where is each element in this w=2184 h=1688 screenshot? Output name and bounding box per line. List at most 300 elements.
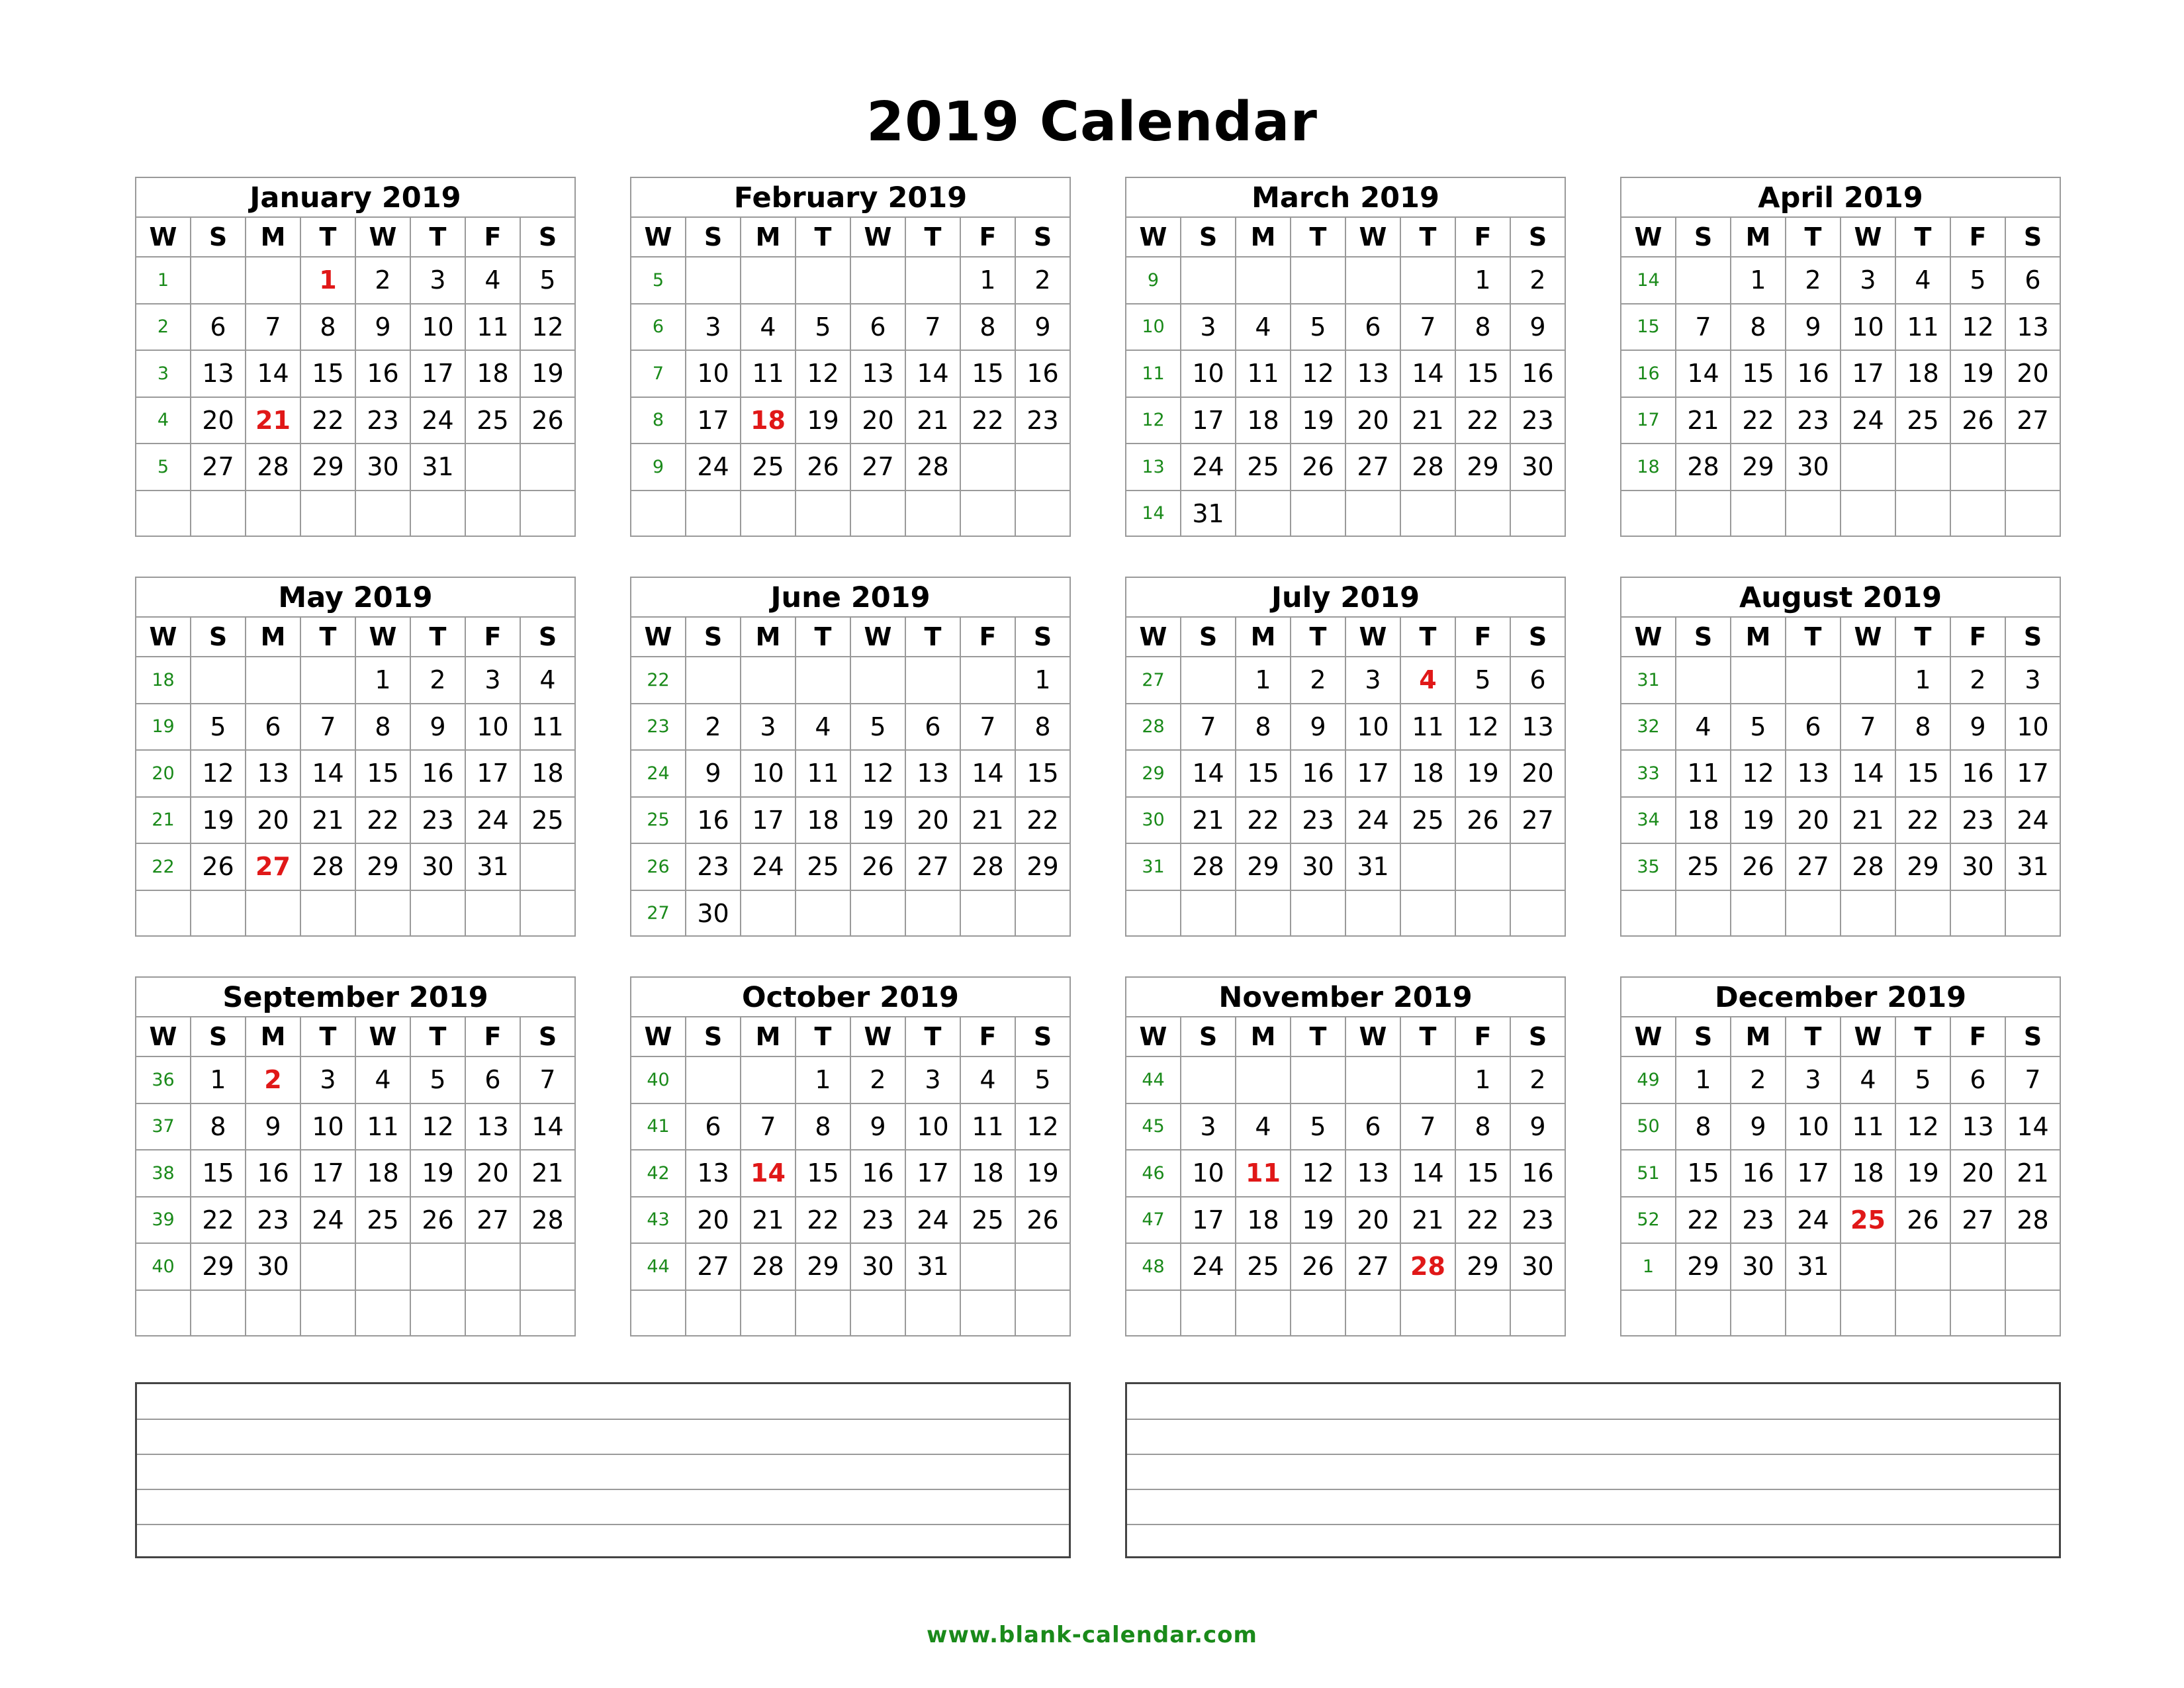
- day-cell[interactable]: 12: [1015, 1104, 1069, 1150]
- day-cell[interactable]: 6: [1510, 657, 1565, 703]
- day-cell[interactable]: 5: [850, 704, 905, 750]
- day-cell[interactable]: 21: [520, 1150, 574, 1196]
- day-cell[interactable]: 18: [740, 398, 795, 444]
- day-cell[interactable]: 20: [2005, 351, 2060, 397]
- day-cell[interactable]: 23: [850, 1197, 905, 1243]
- day-cell[interactable]: 19: [410, 1150, 465, 1196]
- day-cell[interactable]: 3: [740, 704, 795, 750]
- day-cell[interactable]: 13: [850, 351, 905, 397]
- day-cell[interactable]: 4: [355, 1057, 410, 1103]
- empty-day-cell[interactable]: [1840, 657, 1895, 703]
- day-cell[interactable]: 6: [465, 1057, 520, 1103]
- empty-day-cell[interactable]: [410, 1291, 465, 1336]
- day-cell[interactable]: 7: [520, 1057, 574, 1103]
- empty-day-cell[interactable]: [1290, 891, 1345, 937]
- empty-day-cell[interactable]: [1510, 891, 1565, 937]
- empty-day-cell[interactable]: [465, 1291, 520, 1336]
- day-cell[interactable]: 23: [355, 398, 410, 444]
- day-cell[interactable]: 16: [1015, 351, 1069, 397]
- day-cell[interactable]: 27: [1345, 1244, 1400, 1289]
- empty-day-cell[interactable]: [850, 891, 905, 937]
- day-cell[interactable]: 19: [1895, 1150, 1950, 1196]
- empty-day-cell[interactable]: [1180, 1057, 1235, 1103]
- empty-day-cell[interactable]: [1345, 1291, 1400, 1336]
- day-cell[interactable]: 1: [1730, 258, 1785, 303]
- day-cell[interactable]: 21: [1400, 398, 1455, 444]
- day-cell[interactable]: 23: [1015, 398, 1069, 444]
- day-cell[interactable]: 2: [1510, 258, 1565, 303]
- empty-day-cell[interactable]: [1345, 891, 1400, 937]
- day-cell[interactable]: 14: [740, 1150, 795, 1196]
- day-cell[interactable]: 24: [1180, 444, 1235, 490]
- day-cell[interactable]: 16: [850, 1150, 905, 1196]
- empty-day-cell[interactable]: [1015, 1244, 1069, 1289]
- day-cell[interactable]: 16: [1290, 751, 1345, 796]
- day-cell[interactable]: 10: [740, 751, 795, 796]
- day-cell[interactable]: 19: [1455, 751, 1510, 796]
- day-cell[interactable]: 17: [410, 351, 465, 397]
- day-cell[interactable]: 23: [1510, 1197, 1565, 1243]
- empty-day-cell[interactable]: [1675, 657, 1730, 703]
- day-cell[interactable]: 14: [905, 351, 960, 397]
- day-cell[interactable]: 28: [300, 844, 355, 890]
- day-cell[interactable]: 15: [355, 751, 410, 796]
- day-cell[interactable]: 16: [1785, 351, 1840, 397]
- day-cell[interactable]: 30: [685, 891, 740, 937]
- empty-day-cell[interactable]: [465, 444, 520, 490]
- empty-day-cell[interactable]: [245, 491, 300, 537]
- day-cell[interactable]: 7: [1400, 305, 1455, 350]
- day-cell[interactable]: 11: [1235, 351, 1290, 397]
- day-cell[interactable]: 2: [410, 657, 465, 703]
- day-cell[interactable]: 15: [1015, 751, 1069, 796]
- empty-day-cell[interactable]: [245, 657, 300, 703]
- empty-day-cell[interactable]: [1895, 444, 1950, 490]
- day-cell[interactable]: 3: [1180, 305, 1235, 350]
- day-cell[interactable]: 22: [300, 398, 355, 444]
- day-cell[interactable]: 23: [1290, 798, 1345, 843]
- day-cell[interactable]: 14: [520, 1104, 574, 1150]
- day-cell[interactable]: 22: [1455, 1197, 1510, 1243]
- day-cell[interactable]: 4: [465, 258, 520, 303]
- day-cell[interactable]: 2: [850, 1057, 905, 1103]
- empty-day-cell[interactable]: [1180, 258, 1235, 303]
- day-cell[interactable]: 24: [685, 444, 740, 490]
- day-cell[interactable]: 16: [410, 751, 465, 796]
- day-cell[interactable]: 21: [2005, 1150, 2060, 1196]
- empty-day-cell[interactable]: [1290, 1057, 1345, 1103]
- day-cell[interactable]: 19: [1730, 798, 1785, 843]
- empty-day-cell[interactable]: [1675, 891, 1730, 937]
- day-cell[interactable]: 21: [905, 398, 960, 444]
- day-cell[interactable]: 5: [1950, 258, 2005, 303]
- empty-day-cell[interactable]: [520, 891, 574, 937]
- day-cell[interactable]: 17: [300, 1150, 355, 1196]
- day-cell[interactable]: 3: [905, 1057, 960, 1103]
- day-cell[interactable]: 4: [520, 657, 574, 703]
- day-cell[interactable]: 1: [960, 258, 1015, 303]
- day-cell[interactable]: 15: [1730, 351, 1785, 397]
- empty-day-cell[interactable]: [520, 444, 574, 490]
- day-cell[interactable]: 2: [1730, 1057, 1785, 1103]
- day-cell[interactable]: 17: [1180, 1197, 1235, 1243]
- day-cell[interactable]: 21: [960, 798, 1015, 843]
- day-cell[interactable]: 25: [1675, 844, 1730, 890]
- day-cell[interactable]: 31: [1785, 1244, 1840, 1289]
- empty-day-cell[interactable]: [740, 891, 795, 937]
- day-cell[interactable]: 14: [1675, 351, 1730, 397]
- day-cell[interactable]: 27: [1785, 844, 1840, 890]
- day-cell[interactable]: 8: [1015, 704, 1069, 750]
- day-cell[interactable]: 30: [1510, 1244, 1565, 1289]
- day-cell[interactable]: 18: [465, 351, 520, 397]
- day-cell[interactable]: 31: [465, 844, 520, 890]
- day-cell[interactable]: 9: [685, 751, 740, 796]
- empty-day-cell[interactable]: [1895, 1244, 1950, 1289]
- day-cell[interactable]: 26: [1455, 798, 1510, 843]
- empty-day-cell[interactable]: [1180, 1291, 1235, 1336]
- empty-day-cell[interactable]: [465, 491, 520, 537]
- day-cell[interactable]: 7: [1675, 305, 1730, 350]
- empty-day-cell[interactable]: [355, 891, 410, 937]
- notes-box-right[interactable]: [1125, 1382, 2061, 1558]
- day-cell[interactable]: 2: [355, 258, 410, 303]
- empty-day-cell[interactable]: [1345, 491, 1400, 537]
- day-cell[interactable]: 17: [465, 751, 520, 796]
- day-cell[interactable]: 1: [1895, 657, 1950, 703]
- day-cell[interactable]: 3: [1345, 657, 1400, 703]
- empty-day-cell[interactable]: [740, 258, 795, 303]
- day-cell[interactable]: 1: [1235, 657, 1290, 703]
- day-cell[interactable]: 15: [1455, 1150, 1510, 1196]
- empty-day-cell[interactable]: [1730, 891, 1785, 937]
- day-cell[interactable]: 10: [1785, 1104, 1840, 1150]
- empty-day-cell[interactable]: [1950, 491, 2005, 537]
- day-cell[interactable]: 19: [795, 398, 850, 444]
- empty-day-cell[interactable]: [850, 1291, 905, 1336]
- empty-day-cell[interactable]: [1785, 891, 1840, 937]
- day-cell[interactable]: 19: [1290, 398, 1345, 444]
- day-cell[interactable]: 4: [1235, 1104, 1290, 1150]
- day-cell[interactable]: 23: [1950, 798, 2005, 843]
- day-cell[interactable]: 30: [1950, 844, 2005, 890]
- day-cell[interactable]: 18: [795, 798, 850, 843]
- empty-day-cell[interactable]: [1015, 1291, 1069, 1336]
- day-cell[interactable]: 5: [1455, 657, 1510, 703]
- day-cell[interactable]: 11: [520, 704, 574, 750]
- day-cell[interactable]: 14: [1400, 1150, 1455, 1196]
- empty-day-cell[interactable]: [1235, 1057, 1290, 1103]
- empty-day-cell[interactable]: [1235, 258, 1290, 303]
- day-cell[interactable]: 11: [465, 305, 520, 350]
- day-cell[interactable]: 26: [520, 398, 574, 444]
- day-cell[interactable]: 18: [1235, 1197, 1290, 1243]
- day-cell[interactable]: 12: [1290, 351, 1345, 397]
- day-cell[interactable]: 5: [520, 258, 574, 303]
- day-cell[interactable]: 19: [1015, 1150, 1069, 1196]
- day-cell[interactable]: 24: [740, 844, 795, 890]
- day-cell[interactable]: 3: [465, 657, 520, 703]
- day-cell[interactable]: 11: [1840, 1104, 1895, 1150]
- day-cell[interactable]: 2: [1510, 1057, 1565, 1103]
- empty-day-cell[interactable]: [2005, 1244, 2060, 1289]
- empty-day-cell[interactable]: [300, 891, 355, 937]
- day-cell[interactable]: 21: [300, 798, 355, 843]
- day-cell[interactable]: 11: [795, 751, 850, 796]
- empty-day-cell[interactable]: [1400, 1291, 1455, 1336]
- empty-day-cell[interactable]: [1840, 1244, 1895, 1289]
- day-cell[interactable]: 12: [520, 305, 574, 350]
- empty-day-cell[interactable]: [1290, 258, 1345, 303]
- empty-day-cell[interactable]: [795, 1291, 850, 1336]
- empty-day-cell[interactable]: [1015, 891, 1069, 937]
- empty-day-cell[interactable]: [960, 1244, 1015, 1289]
- day-cell[interactable]: 4: [960, 1057, 1015, 1103]
- day-cell[interactable]: 14: [1180, 751, 1235, 796]
- empty-day-cell[interactable]: [190, 258, 245, 303]
- empty-day-cell[interactable]: [245, 258, 300, 303]
- empty-day-cell[interactable]: [1730, 491, 1785, 537]
- day-cell[interactable]: 26: [190, 844, 245, 890]
- day-cell[interactable]: 5: [190, 704, 245, 750]
- empty-day-cell[interactable]: [190, 891, 245, 937]
- empty-day-cell[interactable]: [905, 891, 960, 937]
- day-cell[interactable]: 26: [1895, 1197, 1950, 1243]
- day-cell[interactable]: 7: [960, 704, 1015, 750]
- day-cell[interactable]: 26: [1950, 398, 2005, 444]
- empty-day-cell[interactable]: [1400, 844, 1455, 890]
- day-cell[interactable]: 1: [190, 1057, 245, 1103]
- day-cell[interactable]: 7: [1180, 704, 1235, 750]
- day-cell[interactable]: 10: [1180, 351, 1235, 397]
- empty-day-cell[interactable]: [1840, 1291, 1895, 1336]
- empty-day-cell[interactable]: [410, 891, 465, 937]
- day-cell[interactable]: 12: [190, 751, 245, 796]
- day-cell[interactable]: 12: [1455, 704, 1510, 750]
- empty-day-cell[interactable]: [1015, 444, 1069, 490]
- day-cell[interactable]: 29: [190, 1244, 245, 1289]
- day-cell[interactable]: 1: [355, 657, 410, 703]
- day-cell[interactable]: 22: [355, 798, 410, 843]
- day-cell[interactable]: 29: [795, 1244, 850, 1289]
- day-cell[interactable]: 25: [795, 844, 850, 890]
- day-cell[interactable]: 18: [1400, 751, 1455, 796]
- day-cell[interactable]: 25: [520, 798, 574, 843]
- day-cell[interactable]: 24: [905, 1197, 960, 1243]
- empty-day-cell[interactable]: [960, 1291, 1015, 1336]
- day-cell[interactable]: 25: [465, 398, 520, 444]
- day-cell[interactable]: 1: [300, 258, 355, 303]
- day-cell[interactable]: 31: [1180, 491, 1235, 537]
- day-cell[interactable]: 3: [1180, 1104, 1235, 1150]
- day-cell[interactable]: 9: [355, 305, 410, 350]
- day-cell[interactable]: 2: [1950, 657, 2005, 703]
- day-cell[interactable]: 3: [685, 305, 740, 350]
- day-cell[interactable]: 29: [1235, 844, 1290, 890]
- empty-day-cell[interactable]: [465, 891, 520, 937]
- day-cell[interactable]: 12: [1290, 1150, 1345, 1196]
- day-cell[interactable]: 13: [685, 1150, 740, 1196]
- day-cell[interactable]: 17: [685, 398, 740, 444]
- day-cell[interactable]: 15: [1455, 351, 1510, 397]
- day-cell[interactable]: 23: [685, 844, 740, 890]
- day-cell[interactable]: 9: [1510, 305, 1565, 350]
- empty-day-cell[interactable]: [1950, 1291, 2005, 1336]
- day-cell[interactable]: 10: [685, 351, 740, 397]
- day-cell[interactable]: 22: [1895, 798, 1950, 843]
- day-cell[interactable]: 7: [245, 305, 300, 350]
- day-cell[interactable]: 23: [1785, 398, 1840, 444]
- empty-day-cell[interactable]: [410, 1244, 465, 1289]
- empty-day-cell[interactable]: [1840, 891, 1895, 937]
- day-cell[interactable]: 20: [685, 1197, 740, 1243]
- day-cell[interactable]: 5: [795, 305, 850, 350]
- day-cell[interactable]: 28: [1400, 1244, 1455, 1289]
- empty-day-cell[interactable]: [1950, 1244, 2005, 1289]
- day-cell[interactable]: 13: [1785, 751, 1840, 796]
- empty-day-cell[interactable]: [795, 657, 850, 703]
- day-cell[interactable]: 11: [1400, 704, 1455, 750]
- day-cell[interactable]: 24: [1345, 798, 1400, 843]
- empty-day-cell[interactable]: [1290, 491, 1345, 537]
- day-cell[interactable]: 27: [1345, 444, 1400, 490]
- day-cell[interactable]: 6: [2005, 258, 2060, 303]
- empty-day-cell[interactable]: [2005, 444, 2060, 490]
- empty-day-cell[interactable]: [300, 491, 355, 537]
- empty-day-cell[interactable]: [1510, 491, 1565, 537]
- day-cell[interactable]: 15: [300, 351, 355, 397]
- empty-day-cell[interactable]: [190, 657, 245, 703]
- empty-day-cell[interactable]: [355, 1291, 410, 1336]
- day-cell[interactable]: 22: [1455, 398, 1510, 444]
- day-cell[interactable]: 25: [1400, 798, 1455, 843]
- empty-day-cell[interactable]: [1455, 491, 1510, 537]
- day-cell[interactable]: 22: [795, 1197, 850, 1243]
- day-cell[interactable]: 24: [465, 798, 520, 843]
- day-cell[interactable]: 15: [960, 351, 1015, 397]
- day-cell[interactable]: 5: [1895, 1057, 1950, 1103]
- day-cell[interactable]: 7: [1400, 1104, 1455, 1150]
- day-cell[interactable]: 25: [355, 1197, 410, 1243]
- day-cell[interactable]: 25: [960, 1197, 1015, 1243]
- empty-day-cell[interactable]: [190, 491, 245, 537]
- day-cell[interactable]: 24: [1840, 398, 1895, 444]
- day-cell[interactable]: 14: [2005, 1104, 2060, 1150]
- day-cell[interactable]: 21: [245, 398, 300, 444]
- empty-day-cell[interactable]: [795, 491, 850, 537]
- empty-day-cell[interactable]: [1785, 1291, 1840, 1336]
- day-cell[interactable]: 6: [245, 704, 300, 750]
- day-cell[interactable]: 30: [355, 444, 410, 490]
- empty-day-cell[interactable]: [1400, 491, 1455, 537]
- day-cell[interactable]: 23: [410, 798, 465, 843]
- empty-day-cell[interactable]: [1675, 1291, 1730, 1336]
- day-cell[interactable]: 6: [1345, 1104, 1400, 1150]
- day-cell[interactable]: 20: [465, 1150, 520, 1196]
- empty-day-cell[interactable]: [685, 1057, 740, 1103]
- empty-day-cell[interactable]: [960, 657, 1015, 703]
- day-cell[interactable]: 13: [245, 751, 300, 796]
- day-cell[interactable]: 21: [1180, 798, 1235, 843]
- day-cell[interactable]: 14: [1400, 351, 1455, 397]
- day-cell[interactable]: 5: [410, 1057, 465, 1103]
- empty-day-cell[interactable]: [520, 491, 574, 537]
- day-cell[interactable]: 25: [1235, 444, 1290, 490]
- day-cell[interactable]: 8: [1455, 1104, 1510, 1150]
- empty-day-cell[interactable]: [410, 491, 465, 537]
- day-cell[interactable]: 3: [300, 1057, 355, 1103]
- day-cell[interactable]: 8: [1730, 305, 1785, 350]
- day-cell[interactable]: 15: [1895, 751, 1950, 796]
- day-cell[interactable]: 18: [960, 1150, 1015, 1196]
- day-cell[interactable]: 11: [740, 351, 795, 397]
- day-cell[interactable]: 1: [1455, 258, 1510, 303]
- notes-box-left[interactable]: [135, 1382, 1071, 1558]
- empty-day-cell[interactable]: [1895, 891, 1950, 937]
- day-cell[interactable]: 26: [795, 444, 850, 490]
- day-cell[interactable]: 22: [1675, 1197, 1730, 1243]
- empty-day-cell[interactable]: [1510, 844, 1565, 890]
- empty-day-cell[interactable]: [190, 1291, 245, 1336]
- day-cell[interactable]: 13: [190, 351, 245, 397]
- day-cell[interactable]: 2: [1015, 258, 1069, 303]
- day-cell[interactable]: 29: [1895, 844, 1950, 890]
- empty-day-cell[interactable]: [1730, 657, 1785, 703]
- day-cell[interactable]: 18: [1675, 798, 1730, 843]
- day-cell[interactable]: 14: [960, 751, 1015, 796]
- empty-day-cell[interactable]: [520, 1244, 574, 1289]
- day-cell[interactable]: 16: [245, 1150, 300, 1196]
- day-cell[interactable]: 18: [1235, 398, 1290, 444]
- day-cell[interactable]: 27: [465, 1197, 520, 1243]
- empty-day-cell[interactable]: [960, 491, 1015, 537]
- day-cell[interactable]: 27: [1950, 1197, 2005, 1243]
- day-cell[interactable]: 13: [1345, 351, 1400, 397]
- day-cell[interactable]: 6: [1950, 1057, 2005, 1103]
- day-cell[interactable]: 27: [190, 444, 245, 490]
- day-cell[interactable]: 20: [1345, 1197, 1400, 1243]
- day-cell[interactable]: 4: [1400, 657, 1455, 703]
- day-cell[interactable]: 20: [190, 398, 245, 444]
- day-cell[interactable]: 26: [1290, 1244, 1345, 1289]
- day-cell[interactable]: 6: [685, 1104, 740, 1150]
- day-cell[interactable]: 16: [1950, 751, 2005, 796]
- day-cell[interactable]: 4: [1895, 258, 1950, 303]
- day-cell[interactable]: 16: [1730, 1150, 1785, 1196]
- empty-day-cell[interactable]: [520, 844, 574, 890]
- empty-day-cell[interactable]: [1840, 444, 1895, 490]
- empty-day-cell[interactable]: [1235, 491, 1290, 537]
- day-cell[interactable]: 12: [850, 751, 905, 796]
- empty-day-cell[interactable]: [960, 444, 1015, 490]
- day-cell[interactable]: 17: [1840, 351, 1895, 397]
- empty-day-cell[interactable]: [1895, 1291, 1950, 1336]
- day-cell[interactable]: 28: [1400, 444, 1455, 490]
- empty-day-cell[interactable]: [850, 657, 905, 703]
- day-cell[interactable]: 16: [685, 798, 740, 843]
- empty-day-cell[interactable]: [685, 657, 740, 703]
- empty-day-cell[interactable]: [740, 1291, 795, 1336]
- day-cell[interactable]: 20: [245, 798, 300, 843]
- empty-day-cell[interactable]: [850, 258, 905, 303]
- day-cell[interactable]: 19: [1290, 1197, 1345, 1243]
- empty-day-cell[interactable]: [1235, 891, 1290, 937]
- day-cell[interactable]: 17: [1345, 751, 1400, 796]
- day-cell[interactable]: 23: [1730, 1197, 1785, 1243]
- day-cell[interactable]: 16: [355, 351, 410, 397]
- day-cell[interactable]: 17: [1180, 398, 1235, 444]
- day-cell[interactable]: 12: [795, 351, 850, 397]
